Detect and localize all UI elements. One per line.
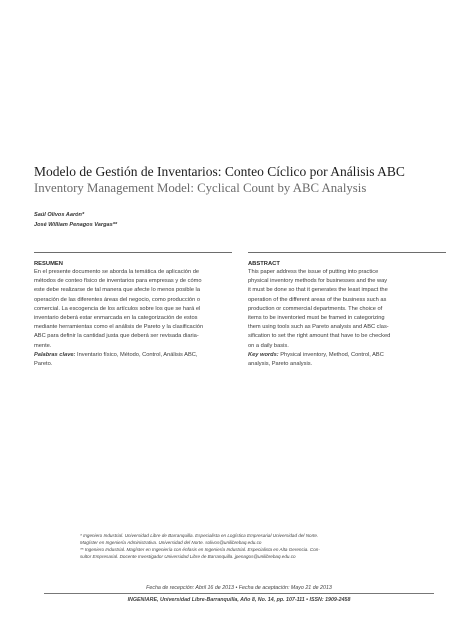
abstract-line: items to be inventoried must be framed in categorizing [248, 314, 385, 321]
footnote-line: * Ingeniero Industrial. Universidad Libre de Barranquilla. Especialista en Logística Empresarial Universidad del Norte. [80, 533, 319, 538]
resumen-line: mediante herramientas como el análisis de Pareto y la clasificación [34, 324, 204, 331]
abstract-section [248, 252, 446, 369]
abstract-line: This paper address the issue of putting into practice [248, 269, 379, 275]
resumen-line: inventario deberá estar enmarcada en la categorización de estos [34, 314, 198, 321]
page-footer [44, 584, 434, 604]
resumen-keywords [34, 351, 232, 360]
abstract-heading: ABSTRACT [248, 252, 446, 268]
abstract-line: operation of the different areas of the business such as [248, 296, 387, 303]
abstract-line: physical inventory methods for businesses and the way [248, 278, 388, 285]
resumen-section [34, 252, 232, 369]
abstract-line: production or commercial departments. The choice of [248, 305, 383, 312]
resumen-line: mente. [34, 342, 52, 349]
resumen-keywords-text: Inventario físico, Método, Control, Análisis ABC, [75, 351, 198, 358]
footnote-line: Magíster en Ingeniería Administrativa. Universidad del Norte. solivos@unilibrebaq.edu.co [80, 540, 262, 545]
resumen-line: operación de las diferentes áreas del negocio, como producción o [34, 296, 200, 303]
resumen-keywords-continued: Pareto. [34, 360, 53, 367]
resumen-keywords-label: Palabras clave: [34, 351, 76, 358]
abstract-keywords-label: Key words: [248, 351, 279, 358]
resumen-line: comercial. La escogencia de los artículos sobre los que se hará el [34, 305, 201, 312]
abstract-keywords-continued: analysis, Pareto analysis. [248, 360, 313, 367]
resumen-line: En el presente documento se aborda la temática de aplicación de [34, 269, 200, 275]
author-2: José William Penagos Vargas** [34, 221, 118, 228]
abstract-line: on a daily basis. [248, 342, 289, 349]
footnote-line: ** Ingeniero Industrial. Magíster en Ingeniería con énfasis en Ingeniería Industrial. Especialista en Alta Gerencia. Con- [80, 547, 320, 552]
footnote-line: sultor Empresarial. Docente Investigador Universidad Libre de Barranquilla. jpenagos@unilibrebaq.edu.co [80, 554, 296, 559]
resumen-heading: RESUMEN [34, 252, 232, 268]
resumen-line: métodos de conteo físico de inventarios para empresas y de cómo [34, 278, 202, 285]
abstract-keywords [248, 351, 446, 360]
abstract-body [248, 268, 446, 369]
title-spanish: Modelo de Gestión de Inventarios: Conteo Cíclico por Análisis ABC [34, 164, 405, 179]
abstract-line: sification to set the right amount that have to be checked [248, 333, 391, 340]
reception-dates: Fecha de recepción: Abril 16 de 2013 • Fecha de aceptación: Mayo 21 de 2013 [146, 585, 332, 591]
abstract-line: it must be done so that it generates the least impact the [248, 287, 388, 294]
abstract-line: them using tools such as Pareto analysis and ABC clas- [248, 324, 389, 331]
author-footnotes [80, 532, 410, 560]
author-list [34, 211, 117, 230]
author-1: Saúl Olivos Aarón* [34, 212, 85, 218]
title-english: Inventory Management Model: Cyclical Count by ABC Analysis [34, 181, 367, 195]
resumen-body [34, 268, 232, 369]
resumen-line: ABC para definir la cantidad justa que deberá ser revisada diaria- [34, 333, 199, 340]
journal-citation: INGENIARE, Universidad Libre-Barranquilla, Año 8, No. 14, pp. 107-111 • ISSN: 1909-2458 [127, 597, 351, 603]
abstract-keywords-text: Physical inventory, Method, Control, ABC [278, 351, 384, 358]
resumen-line: este debe realizarse de tal manera que afecte lo menos posible la [34, 287, 200, 294]
footer-divider [44, 593, 434, 594]
